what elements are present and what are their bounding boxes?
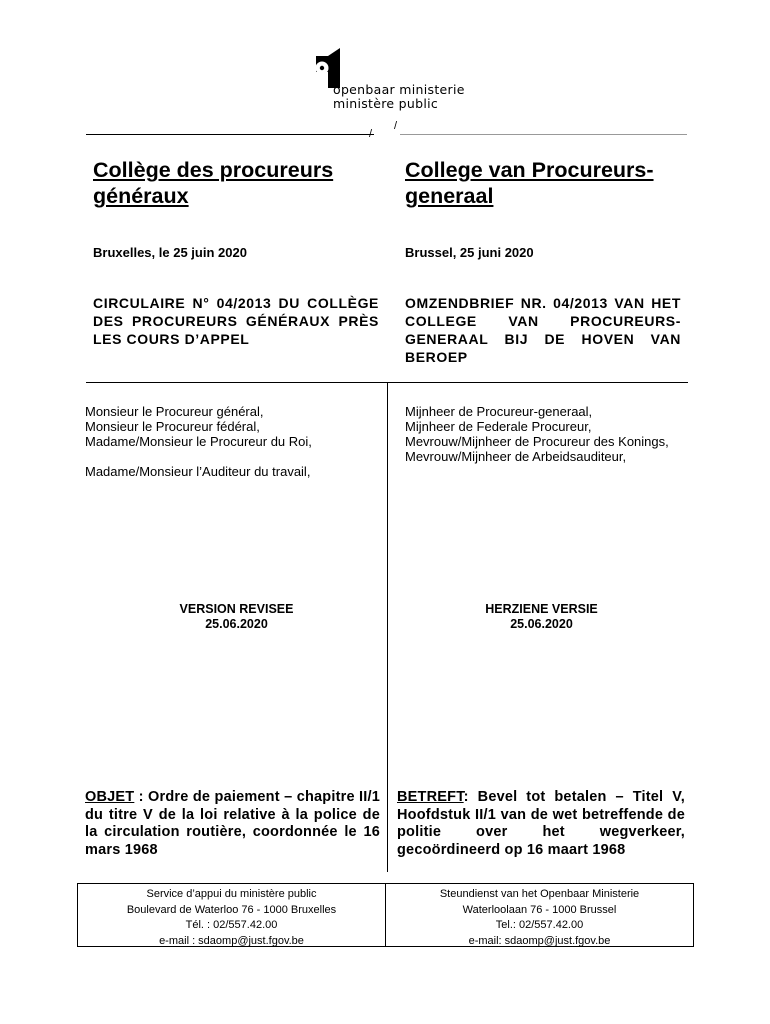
addressee: Monsieur le Procureur général, xyxy=(85,404,264,419)
footer-line: Steundienst van het Openbaar Ministerie xyxy=(439,888,640,900)
addressee: Madame/Monsieur l’Auditeur du travail, xyxy=(85,464,311,479)
addressee-spacer xyxy=(85,449,375,464)
title-nl: College van Procureurs- generaal xyxy=(405,158,654,208)
object-nl xyxy=(397,789,685,859)
footer-nl xyxy=(386,884,693,946)
footer-line: Tél. : 02/557.42.00 xyxy=(185,919,278,931)
addressee: Madame/Monsieur le Procureur du Roi, xyxy=(85,434,312,449)
column-divider xyxy=(387,382,388,872)
date-fr: Bruxelles, le 25 juin 2020 xyxy=(93,245,247,260)
object-fr xyxy=(85,789,380,859)
addressee: Mevrouw/Mijnheer de Arbeidsauditeur, xyxy=(405,449,627,464)
footer-line: Boulevard de Waterloo 76 - 1000 Bruxelles xyxy=(126,903,337,916)
addressees-nl xyxy=(405,404,684,464)
object-text-nl: : Bevel tot betalen – Titel V, Hoofdstuk II/1 van de wet betreffende de politie over het wegverkeer, gecoördineerd op 16 maart 1968 xyxy=(397,789,685,858)
footer-line: Service d’appui du ministère public xyxy=(146,888,317,900)
footer-line: Tel.: 02/557.42.00 xyxy=(495,919,584,931)
version-fr: VERSION REVISEE 25.06.2020 xyxy=(179,602,294,631)
addressee: Mijnheer de Federale Procureur, xyxy=(405,419,592,434)
footer-line: Waterloolaan 76 - 1000 Brussel xyxy=(462,903,617,916)
addressee: Mevrouw/Mijnheer de Procureur des Konings, xyxy=(405,434,669,449)
logo-text-fr: ministère public xyxy=(333,96,439,111)
rule-mark: / xyxy=(369,128,373,140)
footer-fr xyxy=(78,884,386,946)
rule-mark: / xyxy=(394,120,398,132)
object-label-fr: OBJET xyxy=(85,789,135,805)
date-nl: Brussel, 25 juni 2020 xyxy=(405,245,534,260)
footer-email[interactable]: e-mail : sdaomp@just.fgov.be xyxy=(159,934,304,947)
circular-title-fr: CIRCULAIRE N° 04/2013 DU COLLÈGE DES PROCUREURS GÉNÉRAUX PRÈS LES COURS D’APPEL xyxy=(93,295,379,347)
footer-contact-box xyxy=(77,883,694,947)
top-rule-right xyxy=(400,134,687,135)
version-nl: HERZIENE VERSIE 25.06.2020 xyxy=(485,602,598,631)
logo-text-nl: openbaar ministerie xyxy=(333,82,465,97)
object-label-nl: BETREFT xyxy=(397,789,464,805)
footer-email[interactable]: e-mail: sdaomp@just.fgov.be xyxy=(468,934,611,947)
title-fr: Collège des procureurs généraux xyxy=(93,158,334,208)
top-rule-left xyxy=(86,134,374,135)
addressee: Monsieur le Procureur fédéral, xyxy=(85,419,260,434)
circular-title-nl: OMZENDBRIEF NR. 04/2013 VAN HET COLLEGE VAN PROCUREURS-GENERAAL BIJ DE HOVEN VAN BEROEP xyxy=(405,295,681,365)
addressees-fr xyxy=(85,404,375,479)
object-text-fr: : Ordre de paiement – chapitre II/1 du titre V de la loi relative à la police de la circulation routière, coordonnée le 16 mars 1968 xyxy=(85,789,380,858)
addressee: Mijnheer de Procureur-generaal, xyxy=(405,404,593,419)
